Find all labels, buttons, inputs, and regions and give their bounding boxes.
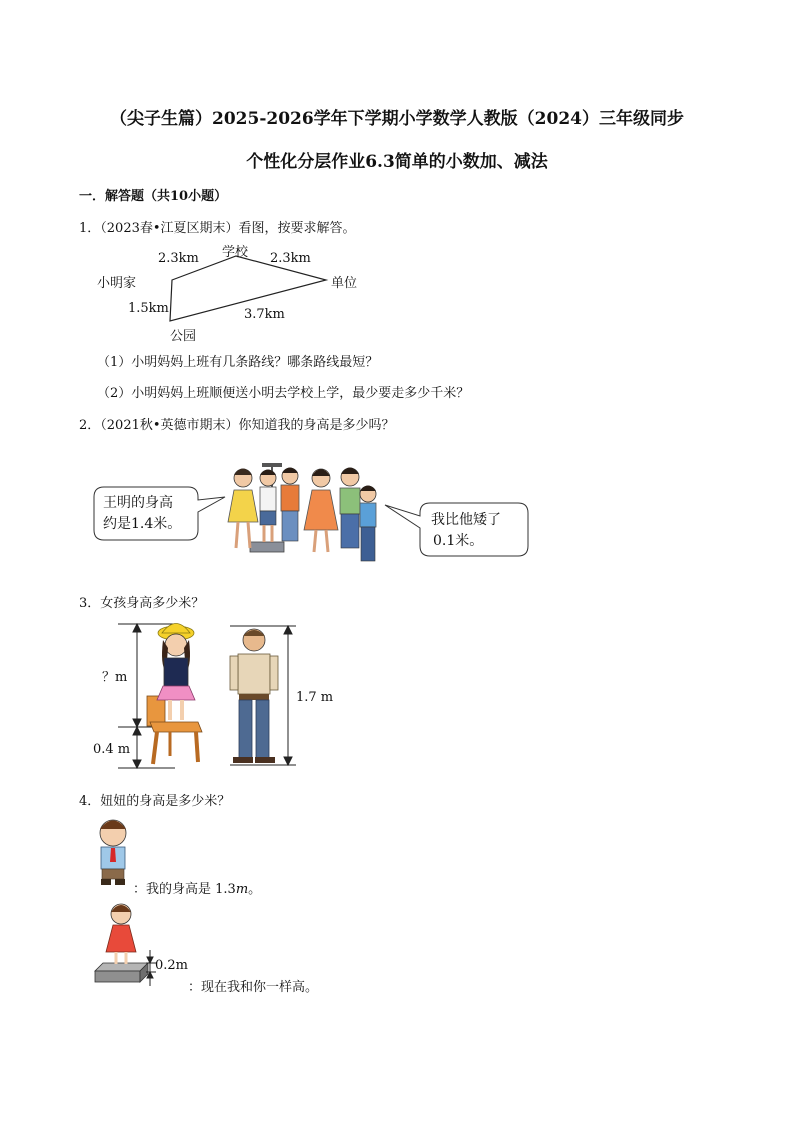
girl-statement: ：现在我和你一样高。 — [188, 980, 319, 995]
boy-statement — [133, 878, 261, 897]
section-heading: 一．解答题（共10小题） — [79, 189, 228, 204]
boy-statement-text: ：我的身高是 1.3 — [133, 882, 236, 897]
q3-stem: 3．女孩身高多少米？ — [79, 596, 205, 611]
doc-title-line1: （尖子生篇）2025-2026学年下学期小学数学人教版（2024）三年级同步 — [110, 109, 684, 129]
bubble-left-line1: 王明的身高 — [103, 495, 173, 511]
map-dist-school-work: 2.3km — [270, 251, 311, 266]
map-label-school: 学校 — [222, 245, 249, 260]
chair-height-label: 0.4 m — [93, 742, 131, 757]
box-height-label: 0.2m — [155, 958, 189, 973]
q1-sub1: （1）小明妈妈上班有几条路线？哪条路线最短？ — [97, 355, 379, 370]
map-label-home: 小明家 — [97, 276, 137, 291]
map-label-park: 公园 — [170, 329, 197, 344]
man-height-label: 1.7 m — [296, 690, 334, 705]
small-girl-picture — [106, 904, 136, 964]
q4-stem: 4．妞妞的身高是多少米？ — [79, 794, 231, 809]
bubble-right-line1: 我比他矮了 — [431, 512, 501, 528]
box-picture — [95, 963, 148, 982]
doc-title-line2: 个性化分层作业6.3简单的小数加、减法 — [246, 152, 548, 172]
bubble-left-line2: 约是1.4米。 — [103, 516, 182, 532]
girl-height-label: ？m — [102, 670, 128, 685]
map-dist-home-park: 1.5km — [128, 301, 169, 316]
boy-picture — [100, 820, 126, 885]
bubble-right-line2: 0.1米。 — [433, 533, 484, 549]
boy-statement-unit: m — [235, 882, 249, 897]
map-label-work: 单位 — [331, 276, 358, 291]
q1-stem: 1．（2023春•江夏区期末）看图，按要求解答。 — [79, 221, 356, 236]
map-dist-park-work: 3.7km — [244, 307, 285, 322]
q1-sub2: （2）小明妈妈上班顺便送小明去学校上学，最少要走多少千米？ — [97, 386, 470, 401]
q2-stem: 2．（2021秋•英德市期末）你知道我的身高是多少吗？ — [79, 418, 395, 433]
boy-statement-end: 。 — [248, 882, 262, 897]
map-dist-home-school: 2.3km — [158, 251, 199, 266]
